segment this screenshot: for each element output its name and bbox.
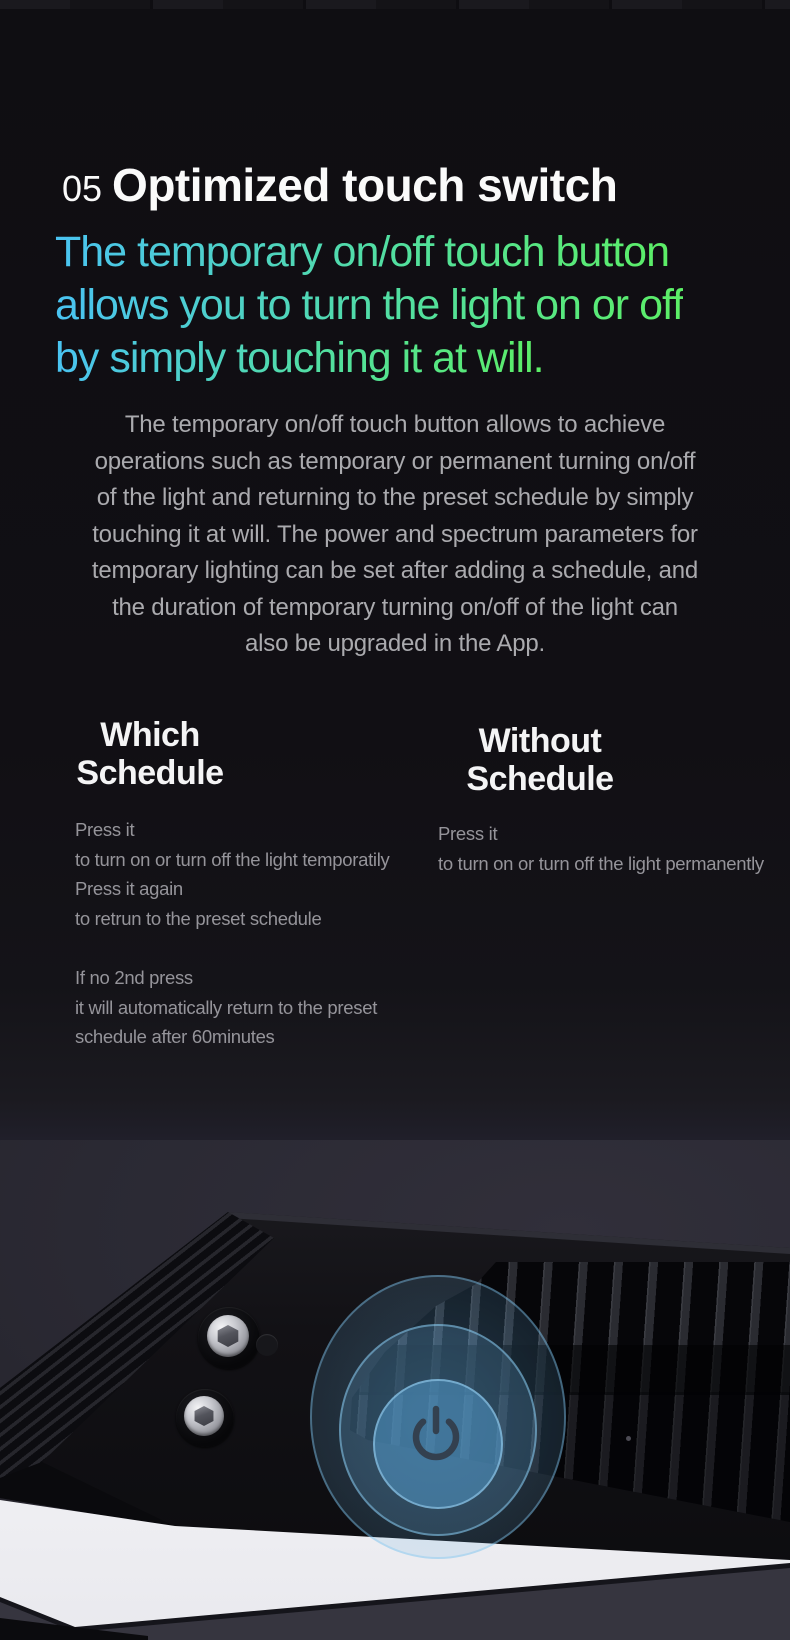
description-line: also be upgraded in the App.: [245, 630, 545, 657]
which-schedule-items: [75, 815, 415, 1052]
description-line: operations such as temporary or permanent turning on/off: [94, 447, 696, 475]
list-item: Press it again: [75, 878, 183, 899]
description-line: The temporary on/off touch button allows to achieve: [124, 411, 666, 438]
product-photo: [0, 1140, 790, 1640]
gradient-subtitle: [55, 226, 683, 385]
without-schedule-items: [438, 819, 783, 878]
description-line: the duration of temporary turning on/off of the light can: [112, 593, 678, 621]
subtitle-line-1: The temporary on/off touch button: [55, 226, 669, 279]
list-item: to turn on or turn off the light temporatily: [75, 848, 390, 870]
description-paragraph: [30, 407, 760, 663]
description-line: touching it at will. The power and spectrum parameters for: [92, 520, 698, 548]
spacer: [75, 933, 415, 963]
power-icon: [404, 1401, 468, 1465]
which-schedule-heading: Which Schedule: [76, 716, 224, 792]
list-item: Press it: [438, 823, 498, 844]
previous-section-heatsink-strip: [0, 0, 790, 9]
subtitle-line-2: allows you to turn the light on or off: [55, 279, 683, 332]
list-item: it will automatically return to the preset: [75, 996, 378, 1018]
list-item: If no 2nd press: [75, 967, 193, 988]
description-line: of the light and returning to the preset schedule by simply: [96, 484, 694, 511]
list-item: schedule after 60minutes: [75, 1026, 275, 1047]
page-title: Optimized touch switch: [112, 159, 618, 211]
surface-dot: [626, 1436, 631, 1441]
description-line: temporary lighting can be set after adding a schedule, and: [91, 557, 699, 584]
section-number: 05: [62, 168, 103, 209]
list-item: Press it: [75, 819, 135, 840]
list-item: to turn on or turn off the light permanently: [438, 852, 764, 874]
section-title: [62, 158, 617, 212]
subtitle-line-3: by simply touching it at will.: [55, 332, 544, 385]
list-item: to retrun to the preset schedule: [75, 907, 322, 929]
without-schedule-heading: Without Schedule: [466, 722, 614, 798]
